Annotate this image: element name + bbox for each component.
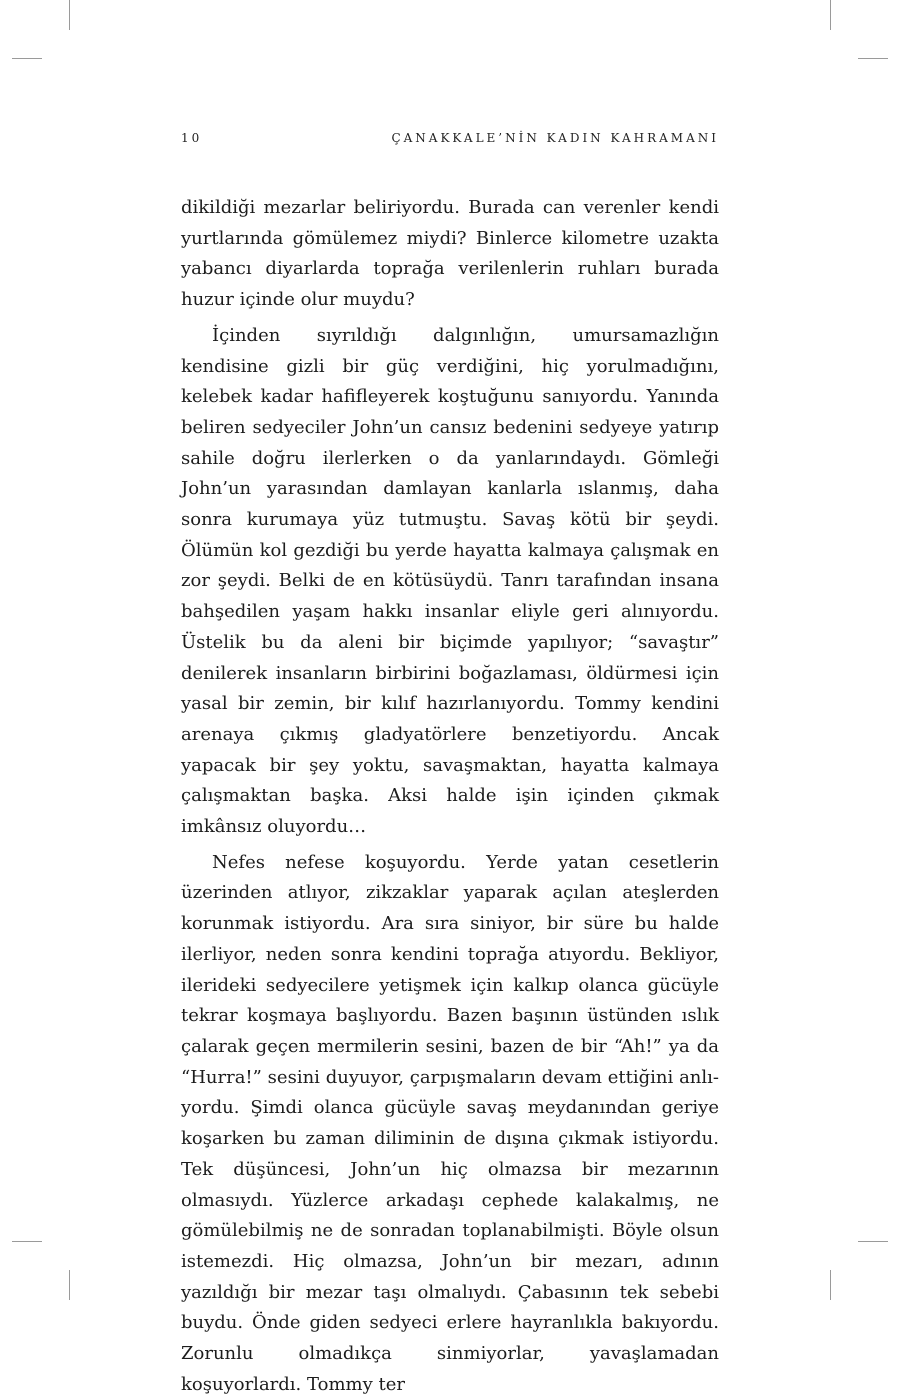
crop-mark-left-lower (12, 1241, 42, 1242)
running-title: ÇANAKKALE’NİN KADIN KAHRAMANI (391, 131, 719, 145)
crop-mark-top-right (830, 0, 831, 30)
crop-mark-top-left (69, 0, 70, 30)
paragraph: dikildiği mezarlar beliriyordu. Burada can verenler kendi yurtlarında gömülemez miydi? Binlerce kilometre uzakta yabancı diyarlarda toprağa verilenlerin ruhları burada huzur içinde olur muydu? (181, 197, 719, 311)
page-number: 10 (181, 131, 203, 145)
crop-mark-right-lower (858, 1241, 888, 1242)
crop-mark-left-upper (12, 58, 42, 59)
crop-mark-bottom-left (69, 1270, 70, 1300)
paragraph: Nefes nefese koşuyordu. Yerde yatan cesetlerin üzerinden atlıyor, zikzaklar yaparak açılan ateşlerden korunmak istiyordu. Ara sıra siniyor, bir süre bu halde ilerliyor, neden sonra kendini toprağa atıyordu. Bekliyor, ilerideki sedyecilere yetişmek için kalkıp olanca gücüyle tekrar koşmaya başlıyordu. Bazen başının üstünden ıslık çalarak geçen mermilerin sesini, bazen de bir “Ah!” ya da “Hurra!” sesini duyuyor, çarpışmaların devam ettiğini anlıyordu. Şimdi olanca gücüyle savaş meydanından geriye koşarken bu zaman diliminin de dışına çıkmak istiyordu. Tek düşüncesi, John’un hiç olmazsa bir mezarının olmasıydı. Yüzlerce arkadaşı cephede kalakalmış, ne gömülebilmiş ne de sonradan toplanabilmişti. Böyle olsun istemezdi. Hiç olmazsa, John’un bir mezarı, adının yazıldığı bir mezar taşı olmalıydı. Çabasının tek sebebi buydu. Önde giden sedyeci erlere hayranlıkla bakıyordu. Zorunlu olmadıkça sinmiyorlar, yavaşlamadan koşuyorlardı. Tommy ter (181, 851, 719, 1395)
crop-mark-bottom-right (830, 1270, 831, 1300)
body-text (181, 193, 719, 1400)
paragraph: İçinden sıyrıldığı dalgınlığın, umursamazlığın kendisine gizli bir güç verdiğini, hiç yorulmadığını, kelebek kadar hafifleyerek koştuğunu sanıyordu. Yanında beliren sedyeciler John’un cansız bedenini sedyeye yatırıp sahile doğru ilerlerken o da yanlarındaydı. Gömleği John’un yarasından damlayan kanlarla ıslanmış, daha sonra kurumaya yüz tutmuştu. Savaş kötü bir şeydi. Ölümün kol gezdiği bu yerde hayatta kalmaya çalışmak en zor şeydi. Belki de en kötüsüydü. Tanrı tarafından insana bahşedilen yaşam hakkı insanlar eliyle geri alınıyordu. Üstelik bu da aleni bir biçimde yapılıyor; “savaştır” denilerek insanların birbirini boğazlaması, öldürmesi için yasal bir zemin, bir kılıf hazırlanıyordu. Tommy kendini arenaya çıkmış gladyatörlere benzetiyordu. Ancak yapacak bir şey yoktu, savaşmaktan, hayatta kalmaya çalışmaktan başka. Aksi halde işin içinden çıkmak imkânsız oluyordu… (181, 324, 719, 838)
crop-mark-right-upper (858, 58, 888, 59)
